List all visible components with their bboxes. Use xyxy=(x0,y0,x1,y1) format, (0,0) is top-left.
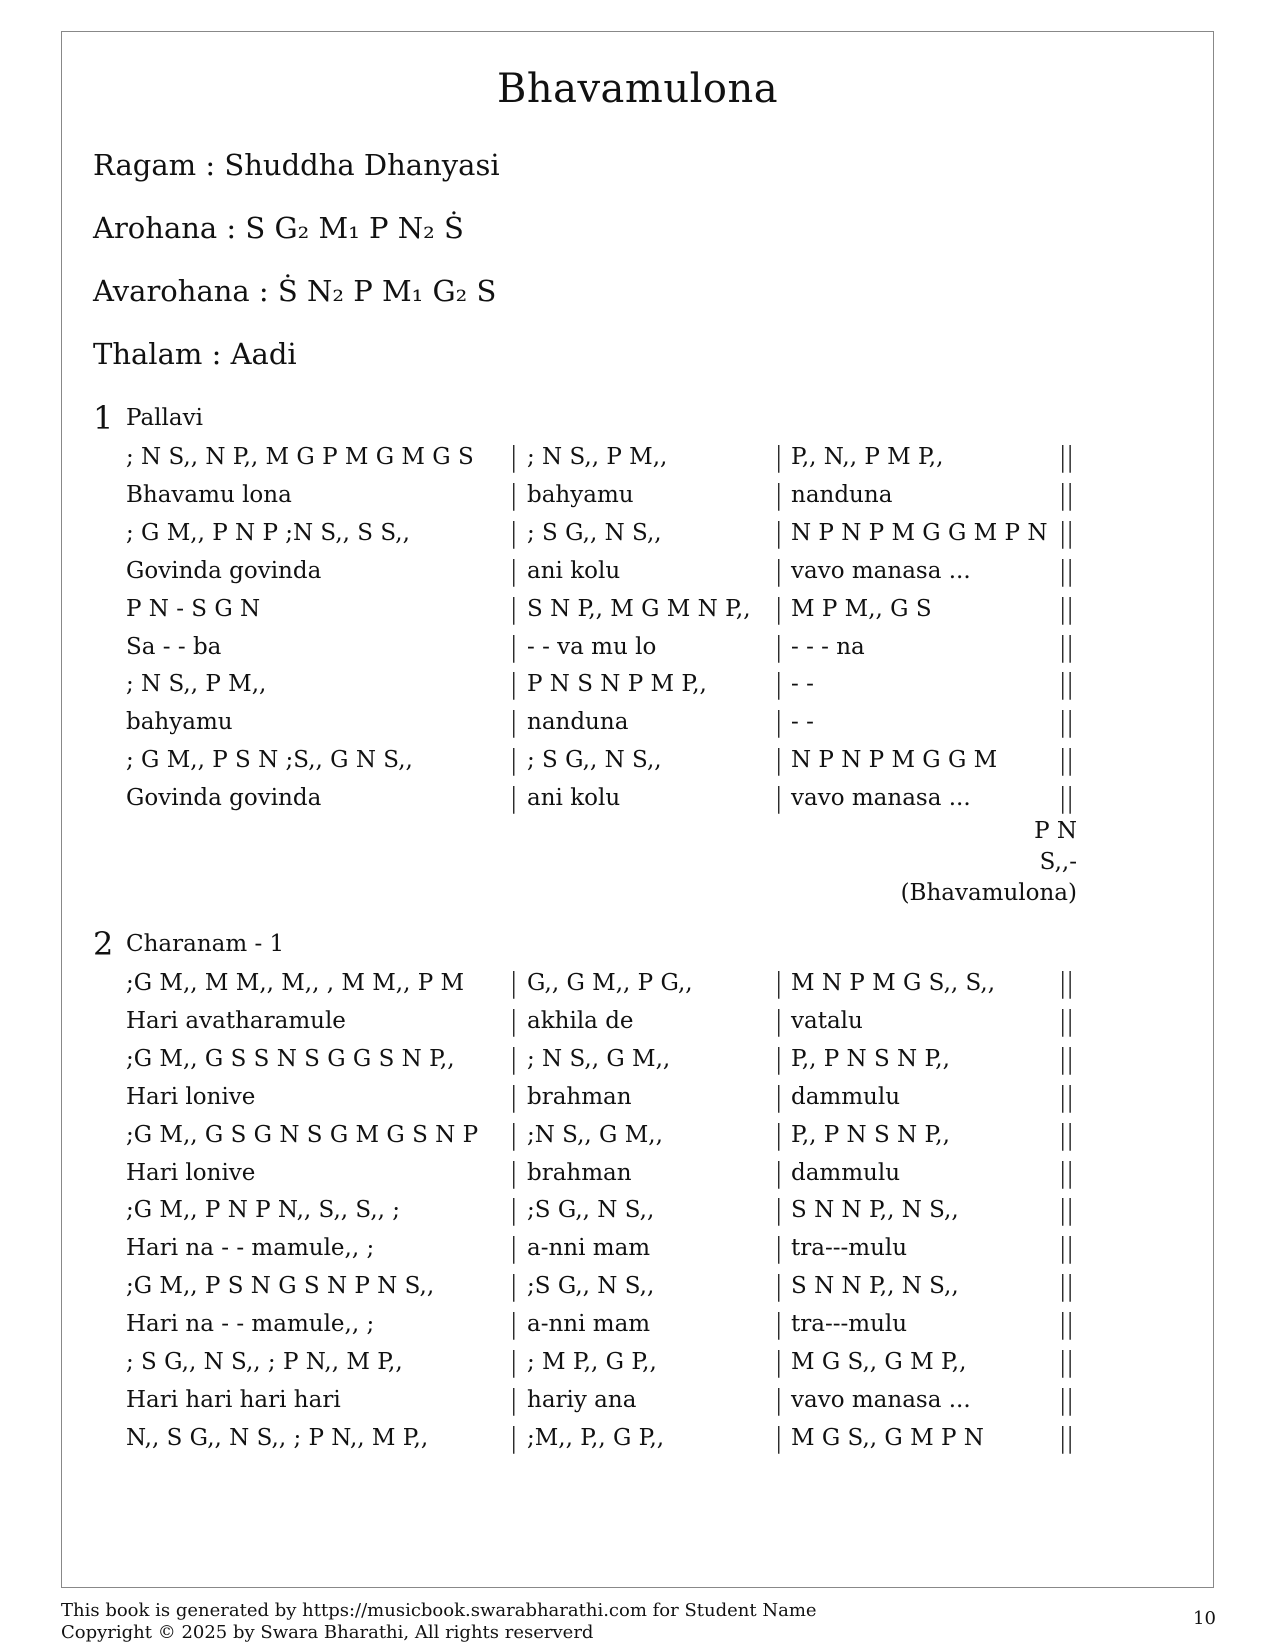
separator-bar: | xyxy=(509,477,519,511)
notation-row xyxy=(126,553,1076,598)
separator-bar: | xyxy=(509,1269,519,1303)
separator-bar: | xyxy=(509,1420,519,1454)
separator-bar: | xyxy=(509,781,519,815)
notation-row xyxy=(126,1345,1076,1389)
notation-cell: vavo manasa ... xyxy=(791,785,971,812)
notation-cell: M G S,, G M P,, xyxy=(791,1349,967,1375)
separator-bar: | xyxy=(509,705,519,739)
notation-cell: Hari hari hari hari xyxy=(126,1386,341,1413)
separator-bar: | xyxy=(509,743,519,777)
notation-row xyxy=(126,1420,1076,1465)
end-bar: || xyxy=(1058,1079,1073,1113)
notation-cell: - - xyxy=(791,671,814,698)
notation-cell: ani kolu xyxy=(527,785,621,812)
separator-bar: | xyxy=(774,966,784,999)
separator-bar: | xyxy=(509,1231,519,1265)
notation-cell: ;N S,, G M,, xyxy=(527,1121,663,1148)
notation-cell: M G S,, G M P N xyxy=(791,1424,984,1451)
notation-row xyxy=(126,743,1076,787)
page-number: 10 xyxy=(1193,1608,1216,1629)
end-bar: || xyxy=(1058,1382,1073,1416)
notation-cell: ; M P,, G P,, xyxy=(527,1349,657,1375)
notation-cell: P,, P N S N P,, xyxy=(791,1121,950,1148)
end-bar: || xyxy=(1058,1155,1073,1189)
end-bar: || xyxy=(1058,743,1073,777)
thalam-line: Thalam : Aadi xyxy=(93,337,297,371)
notation-row xyxy=(126,1041,1076,1086)
separator-bar: | xyxy=(509,966,519,999)
separator-bar: | xyxy=(509,440,519,473)
separator-bar: | xyxy=(774,553,784,587)
notation-cell: Hari na - - mamule,, ; xyxy=(126,1235,375,1262)
footer-copyright-line: Copyright © 2025 by Swara Bharathi, All rights reserverd xyxy=(61,1622,594,1643)
notation-cell: dammulu xyxy=(791,1083,901,1110)
notation-cell: Hari avatharamule xyxy=(126,1007,346,1034)
notation-row xyxy=(126,477,1076,522)
separator-bar: | xyxy=(509,1382,519,1416)
separator-bar: | xyxy=(774,1193,784,1227)
notation-cell: ; S G,, N S,, xyxy=(527,519,662,546)
notation-row xyxy=(126,667,1076,711)
separator-bar: | xyxy=(509,667,519,701)
notation-row xyxy=(126,1269,1076,1313)
separator-bar: | xyxy=(774,1382,784,1416)
separator-bar: | xyxy=(509,553,519,587)
end-bar: || xyxy=(1058,705,1073,739)
section-number: 2 xyxy=(93,925,114,963)
notation-row xyxy=(126,781,1076,825)
separator-bar: | xyxy=(509,1117,519,1151)
notation-cell: Bhavamu lona xyxy=(126,481,292,508)
notation-cell: brahman xyxy=(527,1083,632,1110)
footer-generated-line: This book is generated by https://musicbook.swarabharathi.com for Student Name xyxy=(61,1600,817,1621)
separator-bar: | xyxy=(774,1079,784,1113)
notation-cell: M N P M G S,, S,, xyxy=(791,970,996,996)
separator-bar: | xyxy=(774,667,784,701)
separator-bar: | xyxy=(774,515,784,549)
notation-cell: S N P,, M G M N P,, xyxy=(527,595,751,622)
notation-cell: vavo manasa ... xyxy=(791,557,971,584)
notation-row xyxy=(126,440,1076,484)
notation-cell: N P N P M G G M xyxy=(791,747,998,774)
notation-cell: brahman xyxy=(527,1159,632,1186)
avarohana-line: Avarohana : Ṡ N₂ P M₁ G₂ S xyxy=(93,274,497,308)
notation-row xyxy=(126,1231,1076,1275)
end-bar: || xyxy=(1058,477,1073,511)
separator-bar: | xyxy=(774,1307,784,1341)
separator-bar: | xyxy=(509,1003,519,1037)
end-bar: || xyxy=(1058,1231,1073,1265)
notation-row xyxy=(126,515,1076,560)
notation-cell: ;G M,, G S G N S G M G S N P xyxy=(126,1121,479,1148)
separator-bar: | xyxy=(774,1345,784,1378)
notation-row xyxy=(126,591,1076,636)
notation-cell: P N - S G N xyxy=(126,595,261,622)
notation-cell: tra---mulu xyxy=(791,1235,908,1262)
end-bar: || xyxy=(1058,515,1073,549)
end-bar: || xyxy=(1058,440,1073,473)
notation-row xyxy=(126,1155,1076,1200)
separator-bar: | xyxy=(774,1269,784,1303)
notation-cell: ; N S,, P M,, xyxy=(126,671,267,698)
notation-cell: - - - na xyxy=(791,633,865,660)
notation-cell: akhila de xyxy=(527,1007,634,1034)
notation-row xyxy=(126,1382,1076,1427)
notation-cell: ;M,, P,, G P,, xyxy=(527,1424,665,1451)
notation-cell: N,, S G,, N S,, ; P N,, M P,, xyxy=(126,1424,429,1451)
notation-cell: ;G M,, G S S N S G G S N P,, xyxy=(126,1045,455,1072)
notation-cell: - - va mu lo xyxy=(527,633,657,660)
section-tail-line: P N xyxy=(1034,818,1077,844)
separator-bar: | xyxy=(774,1155,784,1189)
notation-cell: Govinda govinda xyxy=(126,557,322,584)
notation-cell: Govinda govinda xyxy=(126,785,322,812)
page-title: Bhavamulona xyxy=(496,66,779,112)
end-bar: || xyxy=(1058,667,1073,701)
end-bar: || xyxy=(1058,1003,1073,1037)
separator-bar: | xyxy=(774,1041,784,1075)
notation-cell: ; G M,, P S N ;S,, G N S,, xyxy=(126,747,413,774)
end-bar: || xyxy=(1058,1269,1073,1303)
notation-cell: nanduna xyxy=(527,709,629,736)
end-bar: || xyxy=(1058,1307,1073,1341)
separator-bar: | xyxy=(509,1155,519,1189)
separator-bar: | xyxy=(509,1079,519,1113)
separator-bar: | xyxy=(509,1041,519,1075)
separator-bar: | xyxy=(774,1003,784,1037)
notation-cell: - - xyxy=(791,709,814,736)
section-number: 1 xyxy=(93,399,114,437)
end-bar: || xyxy=(1058,966,1073,999)
notation-cell: ; S G,, N S,, ; P N,, M P,, xyxy=(126,1349,403,1375)
notation-cell: M P M,, G S xyxy=(791,595,932,622)
separator-bar: | xyxy=(509,629,519,663)
separator-bar: | xyxy=(774,1117,784,1151)
notation-row xyxy=(126,966,1076,1010)
section-label: Charanam - 1 xyxy=(126,931,285,957)
separator-bar: | xyxy=(774,1420,784,1454)
notation-cell: ; N S,, P M,, xyxy=(527,444,668,470)
notation-cell: bahyamu xyxy=(527,481,634,508)
notation-cell: bahyamu xyxy=(126,709,233,736)
separator-bar: | xyxy=(774,743,784,777)
notation-cell: P,, N,, P M P,, xyxy=(791,444,944,470)
notation-cell: ; N S,, N P,, M G P M G M G S xyxy=(126,444,474,470)
footer xyxy=(61,1600,817,1644)
notation-cell: ;S G,, N S,, xyxy=(527,1273,655,1300)
separator-bar: | xyxy=(509,591,519,625)
notation-cell: ; S G,, N S,, xyxy=(527,747,662,774)
notation-cell: ; G M,, P N P ;N S,, S S,, xyxy=(126,519,410,546)
notation-cell: ; N S,, G M,, xyxy=(527,1045,671,1072)
section-tail-line: (Bhavamulona) xyxy=(900,880,1077,906)
notation-cell: ani kolu xyxy=(527,557,621,584)
separator-bar: | xyxy=(774,629,784,663)
notation-cell: P N S N P M P,, xyxy=(527,671,707,698)
notation-cell: Sa - - ba xyxy=(126,633,222,660)
separator-bar: | xyxy=(509,1193,519,1227)
arohana-line: Arohana : S G₂ M₁ P N₂ Ṡ xyxy=(93,211,464,245)
notation-cell: hariy ana xyxy=(527,1386,637,1413)
end-bar: || xyxy=(1058,629,1073,663)
notation-cell: S N N P,, N S,, xyxy=(791,1273,959,1300)
notation-cell: dammulu xyxy=(791,1159,901,1186)
notation-row xyxy=(126,1003,1076,1048)
end-bar: || xyxy=(1058,781,1073,815)
separator-bar: | xyxy=(774,440,784,473)
notation-cell: Hari lonive xyxy=(126,1159,256,1186)
notation-row xyxy=(126,705,1076,749)
notation-cell: S N N P,, N S,, xyxy=(791,1197,959,1224)
end-bar: || xyxy=(1058,1420,1073,1454)
end-bar: || xyxy=(1058,591,1073,625)
separator-bar: | xyxy=(774,591,784,625)
end-bar: || xyxy=(1058,1117,1073,1151)
notation-cell: a-nni mam xyxy=(527,1311,651,1338)
notation-cell: vatalu xyxy=(791,1007,863,1034)
separator-bar: | xyxy=(774,781,784,815)
end-bar: || xyxy=(1058,1041,1073,1075)
notation-cell: Hari lonive xyxy=(126,1083,256,1110)
separator-bar: | xyxy=(774,1231,784,1265)
notation-cell: vavo manasa ... xyxy=(791,1386,971,1413)
notation-cell: G,, G M,, P G,, xyxy=(527,970,693,996)
notation-cell: tra---mulu xyxy=(791,1311,908,1338)
end-bar: || xyxy=(1058,1345,1073,1378)
notation-cell: ;G M,, P N P N,, S,, S,, ; xyxy=(126,1197,401,1224)
section-label: Pallavi xyxy=(126,405,203,431)
section-tail-line: S,,- xyxy=(1039,849,1077,875)
notation-cell: P,, P N S N P,, xyxy=(791,1045,950,1072)
notation-row xyxy=(126,1193,1076,1237)
separator-bar: | xyxy=(509,1345,519,1378)
notation-row xyxy=(126,1117,1076,1162)
notation-cell: ;S G,, N S,, xyxy=(527,1197,655,1224)
separator-bar: | xyxy=(509,1307,519,1341)
end-bar: || xyxy=(1058,1193,1073,1227)
separator-bar: | xyxy=(774,705,784,739)
end-bar: || xyxy=(1058,553,1073,587)
notation-cell: a-nni mam xyxy=(527,1235,651,1262)
separator-bar: | xyxy=(509,515,519,549)
separator-bar: | xyxy=(774,477,784,511)
ragam-line: Ragam : Shuddha Dhanyasi xyxy=(93,148,500,182)
notation-cell: ;G M,, P S N G S N P N S,, xyxy=(126,1273,435,1300)
notation-row xyxy=(126,629,1076,674)
notation-cell: nanduna xyxy=(791,481,893,508)
notation-cell: N P N P M G G M P N xyxy=(791,519,1048,546)
notation-cell: ;G M,, M M,, M,, , M M,, P M xyxy=(126,970,465,996)
notation-cell: Hari na - - mamule,, ; xyxy=(126,1311,375,1338)
notation-row xyxy=(126,1079,1076,1124)
notation-row xyxy=(126,1307,1076,1351)
